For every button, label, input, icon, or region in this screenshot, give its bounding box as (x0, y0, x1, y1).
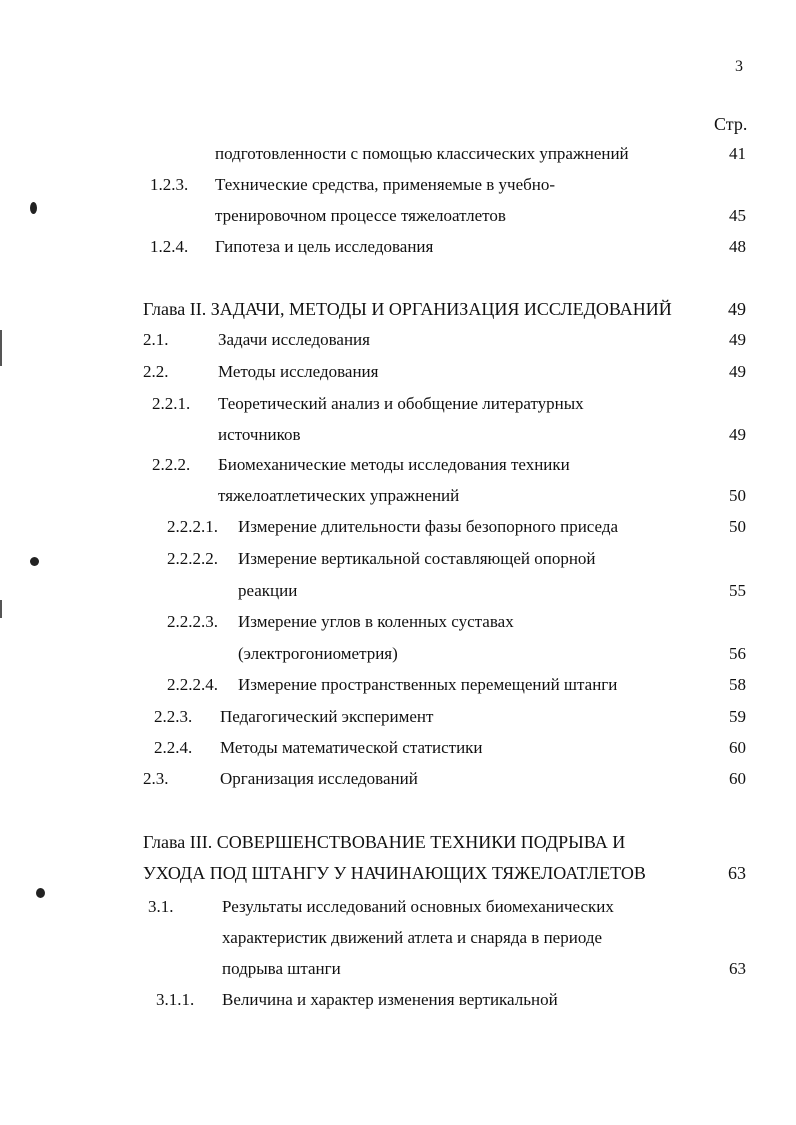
toc-entry-page: 60 (729, 738, 746, 757)
page-number: 3 (735, 58, 743, 75)
toc-entry-page: 48 (729, 237, 746, 256)
toc-entry-number: 1.2.4. (150, 237, 189, 256)
scan-speck (30, 202, 37, 214)
toc-entry-text: подготовленности с помощью классических упражнений (215, 144, 629, 163)
toc-entry-text: Измерение углов в коленных суставах (238, 612, 514, 631)
toc-entry-number: 1.2.3. (150, 175, 189, 194)
toc-entry-text: Гипотеза и цель исследования (215, 237, 434, 256)
toc-entry-text: Величина и характер изменения вертикальной (222, 990, 558, 1009)
toc-entry-text: Результаты исследований основных биомеханических (222, 897, 614, 916)
toc-entry-text: (электрогониометрия) (238, 644, 398, 663)
toc-entry-text: Глава III. СОВЕРШЕНСТВОВАНИЕ ТЕХНИКИ ПОДРЫВА И (143, 832, 626, 852)
toc-entry-number: 2.2.2.1. (167, 517, 218, 536)
toc-entry-number: 2.2.2.3. (167, 612, 218, 631)
toc-entry-page: 49 (729, 425, 746, 444)
scan-edge-mark (0, 600, 2, 618)
toc-entry-page: 63 (728, 863, 746, 883)
toc-entry-number: 2.2.1. (152, 394, 191, 413)
toc-entry-number: 3.1. (148, 897, 174, 916)
toc-entry-number: 2.3. (143, 769, 169, 788)
toc-entry-number: 2.2.4. (154, 738, 193, 757)
toc-entry-page: 60 (729, 769, 746, 788)
toc-entry-text: УХОДА ПОД ШТАНГУ У НАЧИНАЮЩИХ ТЯЖЕЛОАТЛЕТОВ (143, 863, 646, 883)
toc-entry-number: 3.1.1. (156, 990, 195, 1009)
toc-entry-number: 2.2.3. (154, 707, 193, 726)
toc-entry-text: тяжелоатлетических упражнений (218, 486, 460, 505)
pages-column-header: Стр. (714, 114, 748, 134)
toc-entry-text: Измерение вертикальной составляющей опорной (238, 549, 596, 568)
toc-entry-page: 41 (729, 144, 746, 163)
toc-entry-page: 59 (729, 707, 746, 726)
toc-entry-text: Педагогический эксперимент (220, 707, 434, 726)
toc-entry-page: 49 (728, 299, 746, 319)
toc-entry-text: характеристик движений атлета и снаряда в периоде (222, 928, 603, 947)
toc-entry-text: подрыва штанги (222, 959, 341, 978)
toc-entry-text: Задачи исследования (218, 330, 370, 349)
toc-entry-text: Технические средства, применяемые в учебно- (215, 175, 556, 194)
toc-entry-page: 45 (729, 206, 746, 225)
toc-entry-text: Глава II. ЗАДАЧИ, МЕТОДЫ И ОРГАНИЗАЦИЯ ИССЛЕДОВАНИЙ (143, 299, 672, 319)
scan-speck (36, 888, 45, 898)
toc-entry-text: Измерение пространственных перемещений штанги (238, 675, 618, 694)
toc-entry-page: 49 (729, 330, 746, 349)
scan-edge-mark (0, 330, 2, 366)
toc-entry-text: Организация исследований (220, 769, 418, 788)
toc-entry-page: 56 (729, 644, 746, 663)
toc-entry-text: Методы исследования (218, 362, 379, 381)
toc-entry-page: 49 (729, 362, 746, 381)
toc-entry-number: 2.2.2. (152, 455, 191, 474)
toc-entry-text: тренировочном процессе тяжелоатлетов (215, 206, 506, 225)
toc-entry-text: источников (218, 425, 301, 444)
toc-entry-number: 2.1. (143, 330, 169, 349)
toc-entry-text: Методы математической статистики (220, 738, 483, 757)
toc-entry-page: 55 (729, 581, 746, 600)
toc-entry-number: 2.2.2.4. (167, 675, 218, 694)
toc-entry-number: 2.2. (143, 362, 169, 381)
toc-entry-text: Теоретический анализ и обобщение литературных (218, 394, 584, 413)
toc-entry-text: Биомеханические методы исследования техники (218, 455, 570, 474)
toc-entry-number: 2.2.2.2. (167, 549, 218, 568)
toc-entry-page: 50 (729, 486, 746, 505)
toc-entry-page: 50 (729, 517, 746, 536)
toc-entry-text: Измерение длительности фазы безопорного приседа (238, 517, 619, 536)
scan-speck (30, 557, 39, 566)
toc-entry-text: реакции (238, 581, 298, 600)
toc-entry-page: 63 (729, 959, 746, 978)
toc-entry-page: 58 (729, 675, 746, 694)
